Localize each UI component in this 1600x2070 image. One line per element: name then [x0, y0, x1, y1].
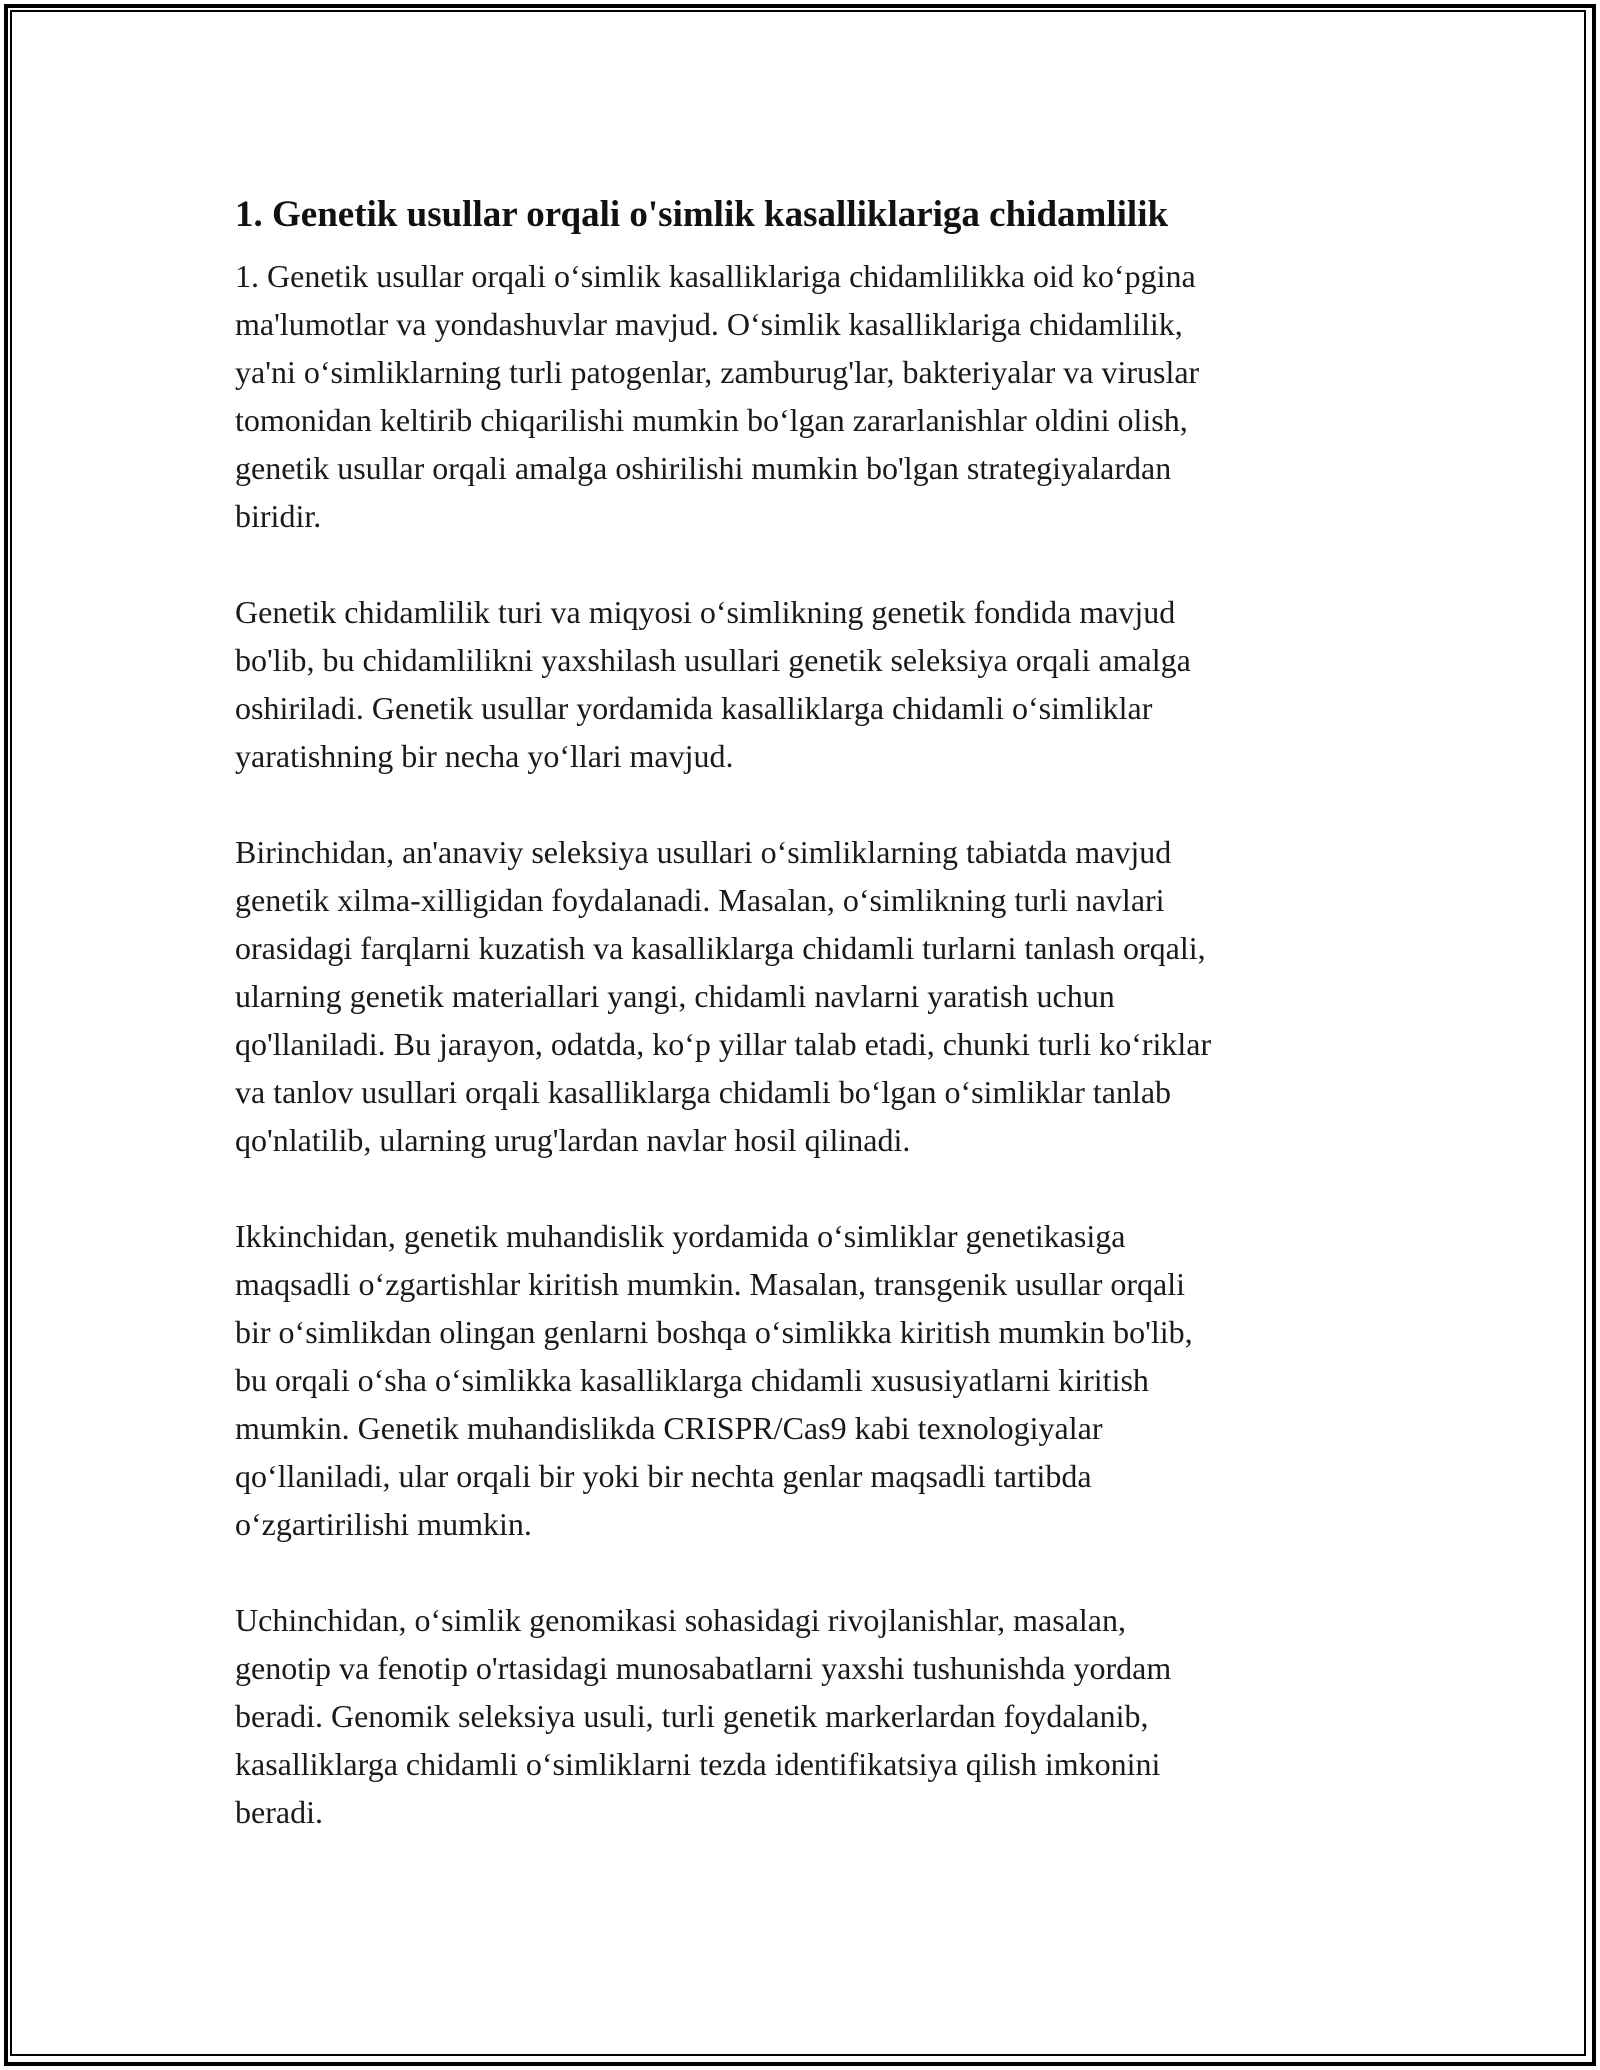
document-title: 1. Genetik usullar orqali o'simlik kasalliklariga chidamlilik — [235, 194, 1169, 235]
paragraph-genetic-resistance: Genetik chidamlilik turi va miqyosi o‘simlikning genetik fondida mavjud bo'lib, bu chidamlilikni yaxshilash usullari genetik seleksiya orqali amalga oshiriladi. Genetik usullar yordamida kasalliklarga chidamli o‘simliklar yaratishning bir necha yo‘llari mavjud. — [235, 594, 1191, 774]
paragraph-second-method: Ikkinchidan, genetik muhandislik yordamida o‘simliklar genetikasiga maqsadli o‘zgartishlar kiritish mumkin. Masalan, transgenik usullar orqali bir o‘simlikdan olingan genlarni boshqa o‘simlikka kiritish mumkin bo'lib, bu orqali o‘sha o‘simlikka kasalliklarga chidamli xususiyatlarni kiritish mumkin. Genetik muhandislikda CRISPR/Cas9 kabi texnologiyalar qo‘llaniladi, ular orqali bir yoki bir nechta genlar maqsadli tartibda o‘zgartirilishi mumkin. — [235, 1218, 1193, 1542]
document-body — [235, 180, 1370, 1884]
paragraph-third-method: Uchinchidan, o‘simlik genomikasi sohasidagi rivojlanishlar, masalan, genotip va fenotip o'rtasidagi munosabatlarni yaxshi tushunishda yordam beradi. Genomik seleksiya usuli, turli genetik markerlardan foydalanib, kasalliklarga chidamli o‘simliklarni tezda identifikatsiya qilish imkonini beradi. — [235, 1602, 1172, 1830]
paragraph-intro: 1. Genetik usullar orqali o‘simlik kasalliklariga chidamlilikka oid ko‘pgina ma'lumotlar va yondashuvlar mavjud. O‘simlik kasalliklariga chidamlilik, ya'ni o‘simliklarning turli patogenlar, zamburug'lar, bakteriyalar va viruslar tomonidan keltirib chiqarilishi mumkin bo‘lgan zararlanishlar oldini olish, genetik usullar orqali amalga oshirilishi mumkin bo'lgan strategiyalardan biridir. — [235, 258, 1200, 534]
paragraph-first-method: Birinchidan, an'anaviy seleksiya usullari o‘simliklarning tabiatda mavjud genetik xilma-xilligidan foydalanadi. Masalan, o‘simlikning turli navlari orasidagi farqlarni kuzatish va kasalliklarga chidamli turlarni tanlash orqali, ularning genetik materiallari yangi, chidamli navlarni yaratish uchun qo'llaniladi. Bu jarayon, odatda, ko‘p yillar talab etadi, chunki turli ko‘riklar va tanlov usullari orqali kasalliklarga chidamli bo‘lgan o‘simliklar tanlab qo'nlatilib, ularning urug'lardan navlar hosil qilinadi. — [235, 834, 1212, 1158]
